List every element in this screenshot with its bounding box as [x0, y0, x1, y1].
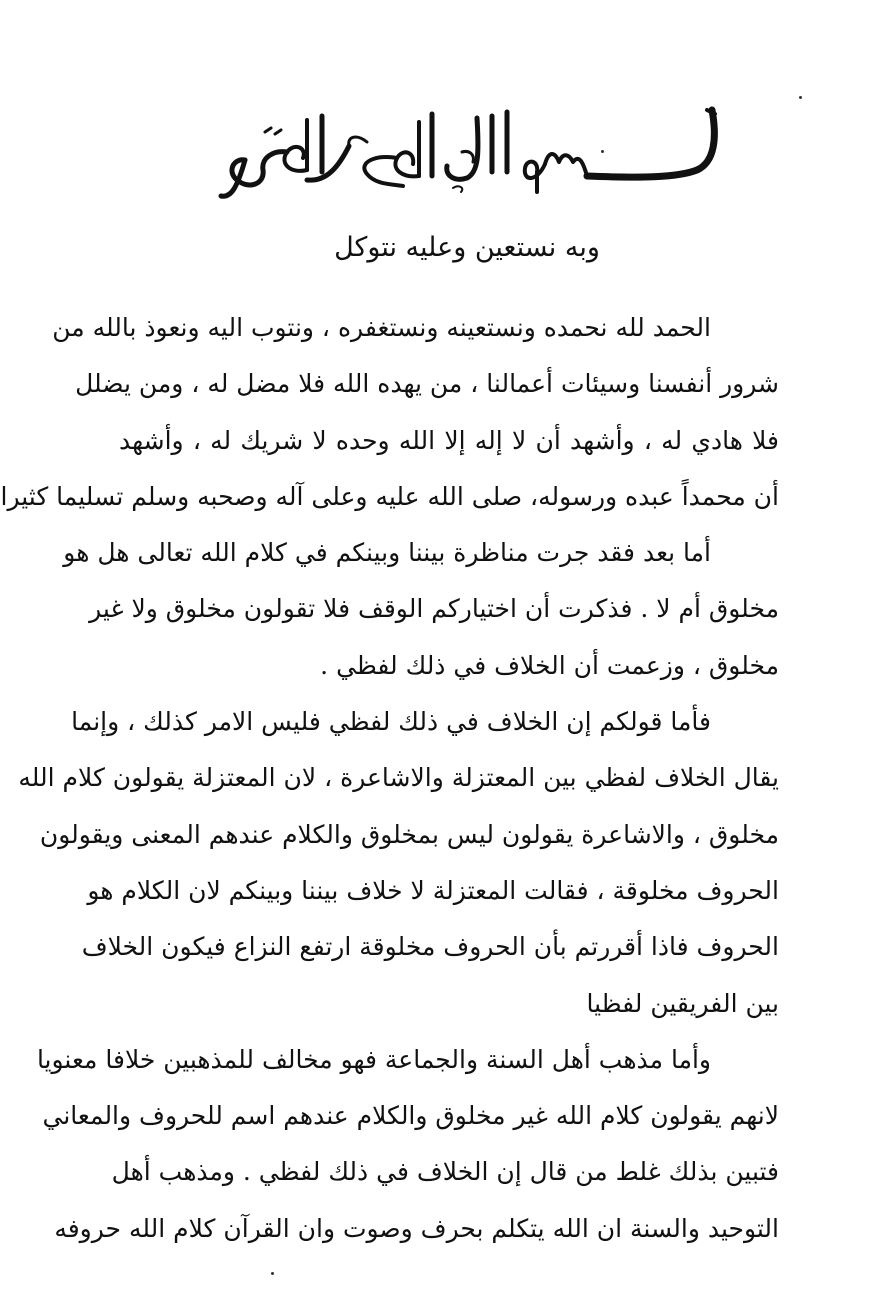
- basmala-calligraphy-drawing: [207, 92, 727, 202]
- text-line: فتبين بذلك غلط من قال إن الخلاف في ذلك لفظي . ومذهب أهل: [111, 1157, 779, 1187]
- text-line: يقال الخلاف لفظي بين المعتزلة والاشاعرة ، لان المعتزلة يقولون كلام الله: [18, 763, 779, 793]
- paragraph-praise: [0, 300, 779, 525]
- text-line: مخلوق ، وزعمت أن الخلاف في ذلك لفظي .: [320, 650, 779, 680]
- text-line: شرور أنفسنا وسيئات أعمالنا ، من يهده الله فلا مضل له ، ومن يضلل: [75, 369, 779, 399]
- text-line: وأما مذهب أهل السنة والجماعة فهو مخالف للمذهبين خلافا معنويا: [36, 1044, 711, 1074]
- text-line: مخلوق أم لا . فذكرت أن اختياركم الوقف فلا تقولون مخلوق ولا غير: [89, 594, 779, 624]
- text-line: أما بعد فقد جرت مناظرة بيننا وبينكم في كلام الله تعالى هل هو: [63, 538, 711, 568]
- text-line: مخلوق ، والاشاعرة يقولون ليس بمخلوق والكلام عندهم المعنى ويقولون: [39, 819, 779, 849]
- text-line: فلا هادي له ، وأشهد أن لا إله إلا الله وحده لا شريك له ، وأشهد: [119, 425, 779, 455]
- text-line: لانهم يقولون كلام الله غير مخلوق والكلام عندهم اسم للحروف والمعاني: [42, 1101, 779, 1131]
- text-line: الحروف فاذا أقررتم بأن الحروف مخلوقة ارتفع النزاع فيكون الخلاف: [81, 932, 779, 962]
- paragraph-verbal-dispute: [18, 694, 779, 1032]
- subtitle: وبه نستعين وعليه نتوكل: [334, 232, 600, 263]
- text-line: الحروف مخلوقة ، فقالت المعتزلة لا خلاف بيننا وبينكم لان الكلام هو: [87, 875, 779, 905]
- paragraph-debate: [63, 525, 779, 694]
- paper-speck: [271, 1272, 274, 1275]
- paper-speck: [601, 150, 604, 153]
- text-line: التوحيد والسنة ان الله يتكلم بحرف وصوت وان القرآن كلام الله حروفه: [54, 1213, 779, 1243]
- paragraph-sunnah-view: [36, 1032, 779, 1257]
- text-line: فأما قولكم إن الخلاف في ذلك لفظي فليس الامر كذلك ، وإنما: [71, 707, 711, 737]
- basmala-calligraphy: [207, 92, 727, 202]
- text-line: أن محمداً عبده ورسوله، صلى الله عليه وعلى آله وصحبه وسلم تسليما كثيرا: [0, 481, 779, 511]
- text-line: بين الفريقين لفظيا: [586, 988, 779, 1018]
- body-text: [0, 300, 779, 1257]
- paper-speck: [799, 96, 802, 99]
- text-line: الحمد لله نحمده ونستعينه ونستغفره ، ونتوب اليه ونعوذ بالله من: [52, 313, 711, 342]
